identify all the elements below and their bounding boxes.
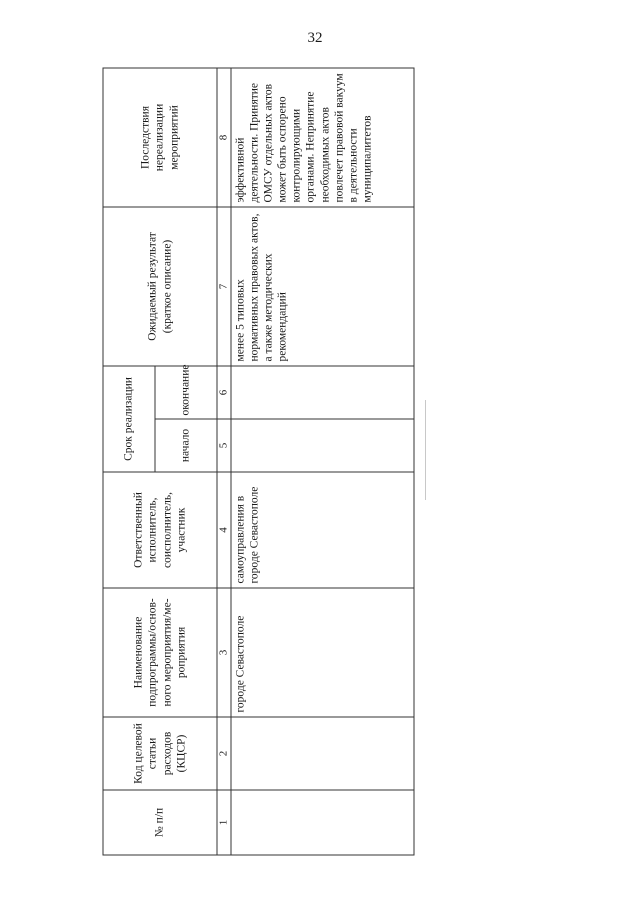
column-number: 4 [217, 472, 231, 588]
cell-end [231, 366, 414, 419]
column-number: 6 [217, 366, 231, 419]
header-expected-result: Ожидаемый результат (краткое описание) [103, 207, 217, 366]
column-number: 7 [217, 207, 231, 366]
cell-expected-result: менее 5 типовых нормативных правовых актов, а также методических рекомендаций [231, 207, 414, 366]
header-number: № п/п [103, 790, 217, 855]
measures-table [103, 68, 415, 856]
header-row-top [103, 68, 155, 855]
header-period: Срок реализации [103, 366, 155, 472]
header-end: окончание [155, 366, 217, 419]
column-number-row [217, 68, 231, 855]
cell-number [231, 790, 414, 855]
column-number: 1 [217, 790, 231, 855]
page-number: 32 [307, 30, 323, 46]
header-responsible: Ответственный исполнитель, соисполнитель, участник [103, 472, 217, 588]
column-number: 5 [217, 419, 231, 472]
rotated-table-wrapper [103, 69, 415, 856]
cell-responsible: самоуправления в городе Севастополе [231, 472, 414, 588]
header-consequences: Последствия нереализации мероприятий [103, 68, 217, 207]
column-number: 8 [217, 68, 231, 207]
header-start: начало [155, 419, 217, 472]
cell-name: городе Севастополе [231, 588, 414, 717]
column-number: 2 [217, 717, 231, 790]
cell-kcsr [231, 717, 414, 790]
cell-start [231, 419, 414, 472]
header-kcsr: Код целевой статьи расходов (КЦСР) [103, 717, 217, 790]
column-number: 3 [217, 588, 231, 717]
scan-artifact-line [425, 400, 426, 500]
header-name: Наименование подпрограммы/основ-ного мероприятия/ме-роприятия [103, 588, 217, 717]
cell-consequences: эффективной деятельности. Принятие ОМСУ отдельных актов может быть оспорено контролирующими органами. Непринятие необходимых актов повлечет правовой вакуум в деятельности муниципалитетов [231, 68, 414, 207]
table-row [231, 68, 414, 855]
